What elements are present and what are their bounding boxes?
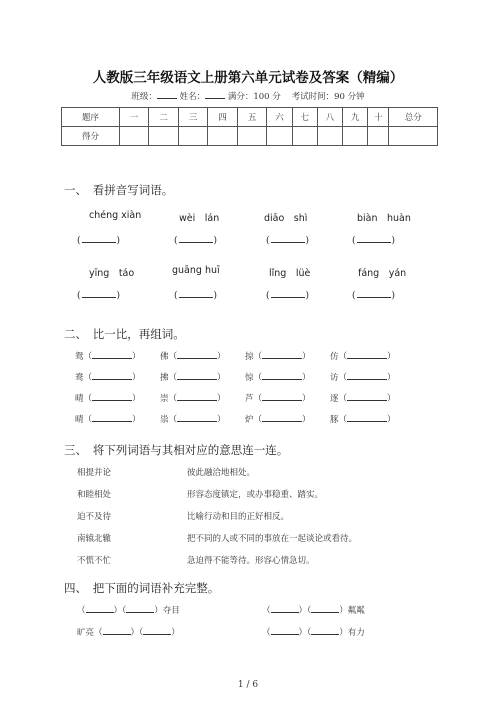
answer-blank[interactable]: ( ) xyxy=(77,291,121,301)
name-label: 姓名： xyxy=(179,92,206,102)
compare-item[interactable]: 访（ ） xyxy=(330,373,396,383)
score-table-header-row xyxy=(62,108,438,127)
name-blank[interactable] xyxy=(205,90,225,99)
match-word[interactable]: 不慌不忙 xyxy=(77,556,112,566)
score-cell: 十 xyxy=(368,108,389,127)
compare-char: 炉 xyxy=(245,415,254,425)
score-input-cell[interactable] xyxy=(208,127,237,146)
pinyin: lǐng lüè xyxy=(269,268,311,279)
fill-item[interactable]: （ ）（ ）有力 xyxy=(262,628,365,638)
fill-text: 粼粼 xyxy=(347,606,365,616)
compare-char: 祟 xyxy=(160,415,169,425)
compare-item[interactable]: 祟（ ） xyxy=(160,415,226,425)
score-cell: 题序 xyxy=(62,108,120,127)
score-input-cell[interactable] xyxy=(267,127,292,146)
fill-text: 夺目 xyxy=(162,606,180,616)
compare-char: 豚 xyxy=(330,415,339,425)
score-input-cell[interactable] xyxy=(389,127,438,146)
compare-char: 鸳 xyxy=(75,352,84,362)
match-word[interactable]: 南辕北辙 xyxy=(77,534,112,544)
section-2-heading: 二、 比一比，再组词。 xyxy=(64,327,185,341)
score-cell: 七 xyxy=(292,108,317,127)
fill-text: 有力 xyxy=(347,628,365,638)
answer-blank[interactable]: ( ) xyxy=(266,236,310,246)
fill-item[interactable]: 旷亮（ ）（ ） xyxy=(77,628,180,638)
compare-char: 佛 xyxy=(160,352,169,362)
score-cell: 六 xyxy=(267,108,292,127)
compare-char: 访 xyxy=(330,373,339,383)
score-cell: 总分 xyxy=(389,108,438,127)
score-table-score-row xyxy=(62,127,438,146)
match-meaning[interactable]: 形容态度镇定，或办事稳重、踏实。 xyxy=(187,490,324,500)
compare-item[interactable]: 掠（ ） xyxy=(245,352,311,362)
match-word[interactable]: 相提并论 xyxy=(77,468,112,478)
answer-blank[interactable]: ( ) xyxy=(174,291,218,301)
compare-item[interactable]: 佛（ ） xyxy=(160,352,226,362)
score-cell: 一 xyxy=(119,108,148,127)
compare-char: 鸯 xyxy=(75,373,84,383)
page-number: 1 / 6 xyxy=(237,680,259,690)
exam-time: 考试时间：90 分钟 xyxy=(291,92,365,102)
page-title: 人教版三年级语文上册第六单元试卷及答案（精编） xyxy=(92,70,404,86)
section-1-heading: 一、 看拼音写词语。 xyxy=(64,183,174,197)
compare-char: 掠 xyxy=(245,352,254,362)
compare-item[interactable]: 炉（ ） xyxy=(245,415,311,425)
fill-text: 旷亮 xyxy=(77,628,95,638)
score-input-cell[interactable] xyxy=(237,127,266,146)
compare-char: 惊 xyxy=(245,373,254,383)
pinyin: diāo shì xyxy=(264,213,308,224)
score-cell: 四 xyxy=(208,108,237,127)
compare-item[interactable]: 惊（ ） xyxy=(245,373,311,383)
score-cell: 九 xyxy=(343,108,368,127)
match-meaning[interactable]: 把不同的人或不同的事放在一起谈论或看待。 xyxy=(187,534,358,544)
compare-char: 崇 xyxy=(160,394,169,404)
score-cell: 二 xyxy=(149,108,178,127)
fill-item[interactable]: （ ）（ ）夺目 xyxy=(77,606,180,616)
score-input-cell[interactable] xyxy=(178,127,207,146)
class-label: 班级： xyxy=(131,92,157,102)
compare-item[interactable]: 晴（ ） xyxy=(75,415,141,425)
compare-item[interactable]: 拂（ ） xyxy=(160,373,226,383)
compare-item[interactable]: 鸯（ ） xyxy=(75,373,141,383)
answer-blank[interactable]: ( ) xyxy=(352,236,396,246)
match-meaning[interactable]: 彼此融洽地相处。 xyxy=(187,468,256,478)
compare-item[interactable]: 仿（ ） xyxy=(330,352,396,362)
pinyin: biàn huàn xyxy=(357,213,411,224)
answer-blank[interactable]: ( ) xyxy=(174,236,218,246)
compare-char: 晴 xyxy=(75,394,84,404)
match-word[interactable]: 迫不及待 xyxy=(77,512,112,522)
section-4-heading: 四、 把下面的词语补充完整。 xyxy=(64,581,220,595)
compare-char: 逐 xyxy=(330,394,339,404)
score-cell: 八 xyxy=(317,108,342,127)
compare-item[interactable]: 逐（ ） xyxy=(330,394,396,404)
section-3-heading: 三、 将下列词语与其相对应的意思连一连。 xyxy=(64,443,289,457)
match-word[interactable]: 和睦相处 xyxy=(77,490,112,500)
answer-blank[interactable]: ( ) xyxy=(77,236,121,246)
compare-item[interactable]: 豚（ ） xyxy=(330,415,396,425)
score-input-cell[interactable] xyxy=(368,127,389,146)
pinyin: wèi lán xyxy=(179,213,220,224)
score-input-cell[interactable] xyxy=(317,127,342,146)
score-cell: 三 xyxy=(178,108,207,127)
answer-blank[interactable]: ( ) xyxy=(352,291,396,301)
score-input-cell[interactable] xyxy=(292,127,317,146)
class-blank[interactable] xyxy=(157,90,177,99)
compare-char: 仿 xyxy=(330,352,339,362)
pinyin: yīng táo xyxy=(89,268,135,279)
score-input-cell[interactable] xyxy=(149,127,178,146)
full-score: 满分：100 分 xyxy=(227,92,281,102)
fill-item[interactable]: （ ）（ ）粼粼 xyxy=(262,606,365,616)
score-cell: 得分 xyxy=(62,127,120,146)
pinyin: guāng huī xyxy=(172,265,220,276)
compare-item[interactable]: 芦（ ） xyxy=(245,394,311,404)
compare-item[interactable]: 崇（ ） xyxy=(160,394,226,404)
exam-info xyxy=(0,90,496,102)
score-input-cell[interactable] xyxy=(119,127,148,146)
compare-char: 芦 xyxy=(245,394,254,404)
match-meaning[interactable]: 比喻行动和目的正好相反。 xyxy=(187,512,290,522)
pinyin: fáng yán xyxy=(358,268,407,279)
score-cell: 五 xyxy=(237,108,266,127)
answer-blank[interactable]: ( ) xyxy=(266,291,310,301)
compare-char: 拂 xyxy=(160,373,169,383)
match-meaning[interactable]: 急迫得不能等待。形容心情急切。 xyxy=(187,556,315,566)
score-table xyxy=(61,107,438,146)
compare-char: 晴 xyxy=(75,415,84,425)
compare-item[interactable]: 晴（ ） xyxy=(75,394,141,404)
pinyin: chéng xiàn xyxy=(89,210,142,221)
score-input-cell[interactable] xyxy=(343,127,368,146)
compare-item[interactable]: 鸳（ ） xyxy=(75,352,141,362)
